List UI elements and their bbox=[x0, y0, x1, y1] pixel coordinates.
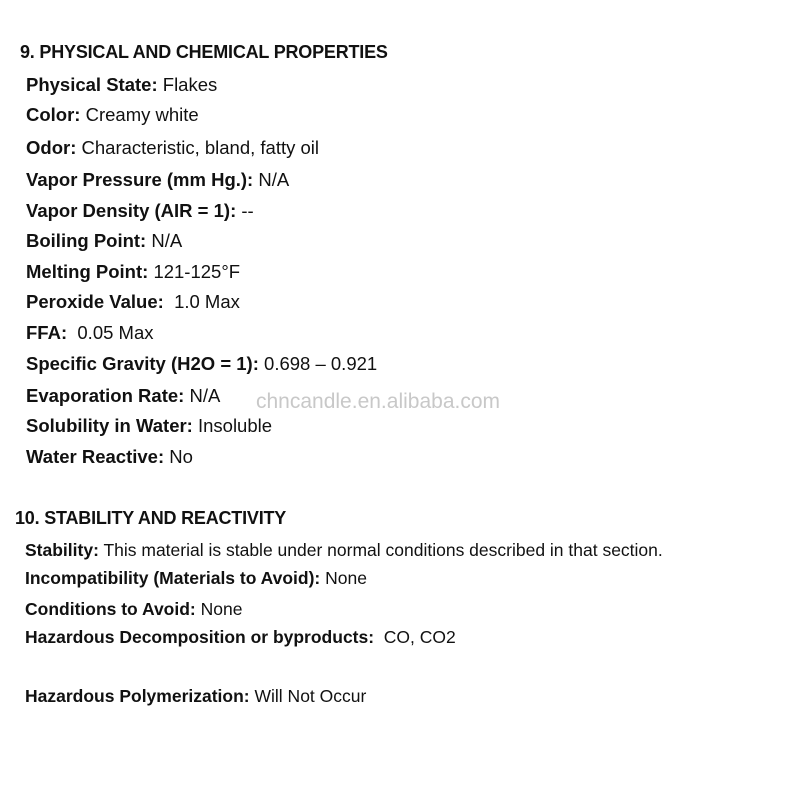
property-evaporation-rate bbox=[26, 385, 220, 407]
property-value: 121-125°F bbox=[153, 261, 241, 282]
property-label: Stability: bbox=[25, 540, 99, 560]
property-odor bbox=[26, 137, 319, 159]
property-label: Boiling Point: bbox=[26, 230, 147, 251]
property-color bbox=[26, 104, 199, 126]
property-value: Creamy white bbox=[85, 104, 199, 125]
property-value: No bbox=[169, 446, 193, 467]
property-boiling-point bbox=[26, 230, 182, 252]
property-label: Conditions to Avoid: bbox=[25, 599, 196, 619]
property-label: Physical State: bbox=[26, 74, 158, 95]
property-label: FFA: bbox=[26, 322, 68, 343]
property-stability bbox=[25, 539, 663, 561]
watermark-text: chncandle.en.alibaba.com bbox=[256, 390, 501, 413]
property-value: 0.698 – 0.921 bbox=[264, 353, 378, 374]
property-solubility-in-water bbox=[26, 415, 272, 437]
section-10-heading: 10. STABILITY AND REACTIVITY bbox=[15, 508, 287, 528]
property-label: Hazardous Decomposition or byproducts: bbox=[25, 627, 375, 647]
property-value: Insoluble bbox=[197, 415, 273, 436]
property-value: N/A bbox=[151, 230, 183, 251]
property-peroxide-value bbox=[26, 291, 240, 313]
property-ffa bbox=[26, 322, 154, 344]
property-label: Solubility in Water: bbox=[26, 415, 193, 436]
property-label: Peroxide Value: bbox=[26, 291, 164, 312]
property-label: Color: bbox=[26, 104, 81, 125]
property-value: N/A bbox=[189, 385, 221, 406]
property-label: Odor: bbox=[26, 137, 77, 158]
property-label: Melting Point: bbox=[26, 261, 149, 282]
property-label: Hazardous Polymerization: bbox=[25, 686, 250, 706]
property-value: 0.05 Max bbox=[77, 322, 154, 343]
property-value: Will Not Occur bbox=[254, 686, 367, 706]
property-value: None bbox=[200, 599, 243, 619]
property-label: Incompatibility (Materials to Avoid): bbox=[25, 568, 321, 588]
property-physical-state bbox=[26, 74, 217, 96]
property-hazardous-polymerization bbox=[25, 685, 366, 707]
property-water-reactive bbox=[26, 446, 193, 468]
property-vapor-density bbox=[26, 200, 254, 222]
property-conditions-to-avoid bbox=[25, 598, 242, 620]
property-label: Evaporation Rate: bbox=[26, 385, 185, 406]
section-9-heading: 9. PHYSICAL AND CHEMICAL PROPERTIES bbox=[20, 42, 388, 62]
property-value: -- bbox=[241, 200, 254, 221]
property-value: Flakes bbox=[162, 74, 218, 95]
property-label: Water Reactive: bbox=[26, 446, 165, 467]
property-value: This material is stable under normal conditions described in that section. bbox=[103, 540, 663, 560]
property-melting-point bbox=[26, 261, 240, 283]
property-label: Vapor Density (AIR = 1): bbox=[26, 200, 237, 221]
property-value: None bbox=[325, 568, 367, 588]
property-value: 1.0 Max bbox=[174, 291, 240, 312]
property-label: Vapor Pressure (mm Hg.): bbox=[26, 169, 254, 190]
property-label: Specific Gravity (H2O = 1): bbox=[26, 353, 259, 374]
property-incompatibility bbox=[25, 567, 367, 589]
property-hazardous-decomposition bbox=[25, 626, 456, 648]
property-specific-gravity bbox=[26, 353, 377, 375]
property-vapor-pressure bbox=[26, 169, 289, 191]
property-value: CO, CO2 bbox=[383, 627, 456, 647]
property-value: Characteristic, bland, fatty oil bbox=[81, 137, 320, 158]
property-value: N/A bbox=[258, 169, 290, 190]
